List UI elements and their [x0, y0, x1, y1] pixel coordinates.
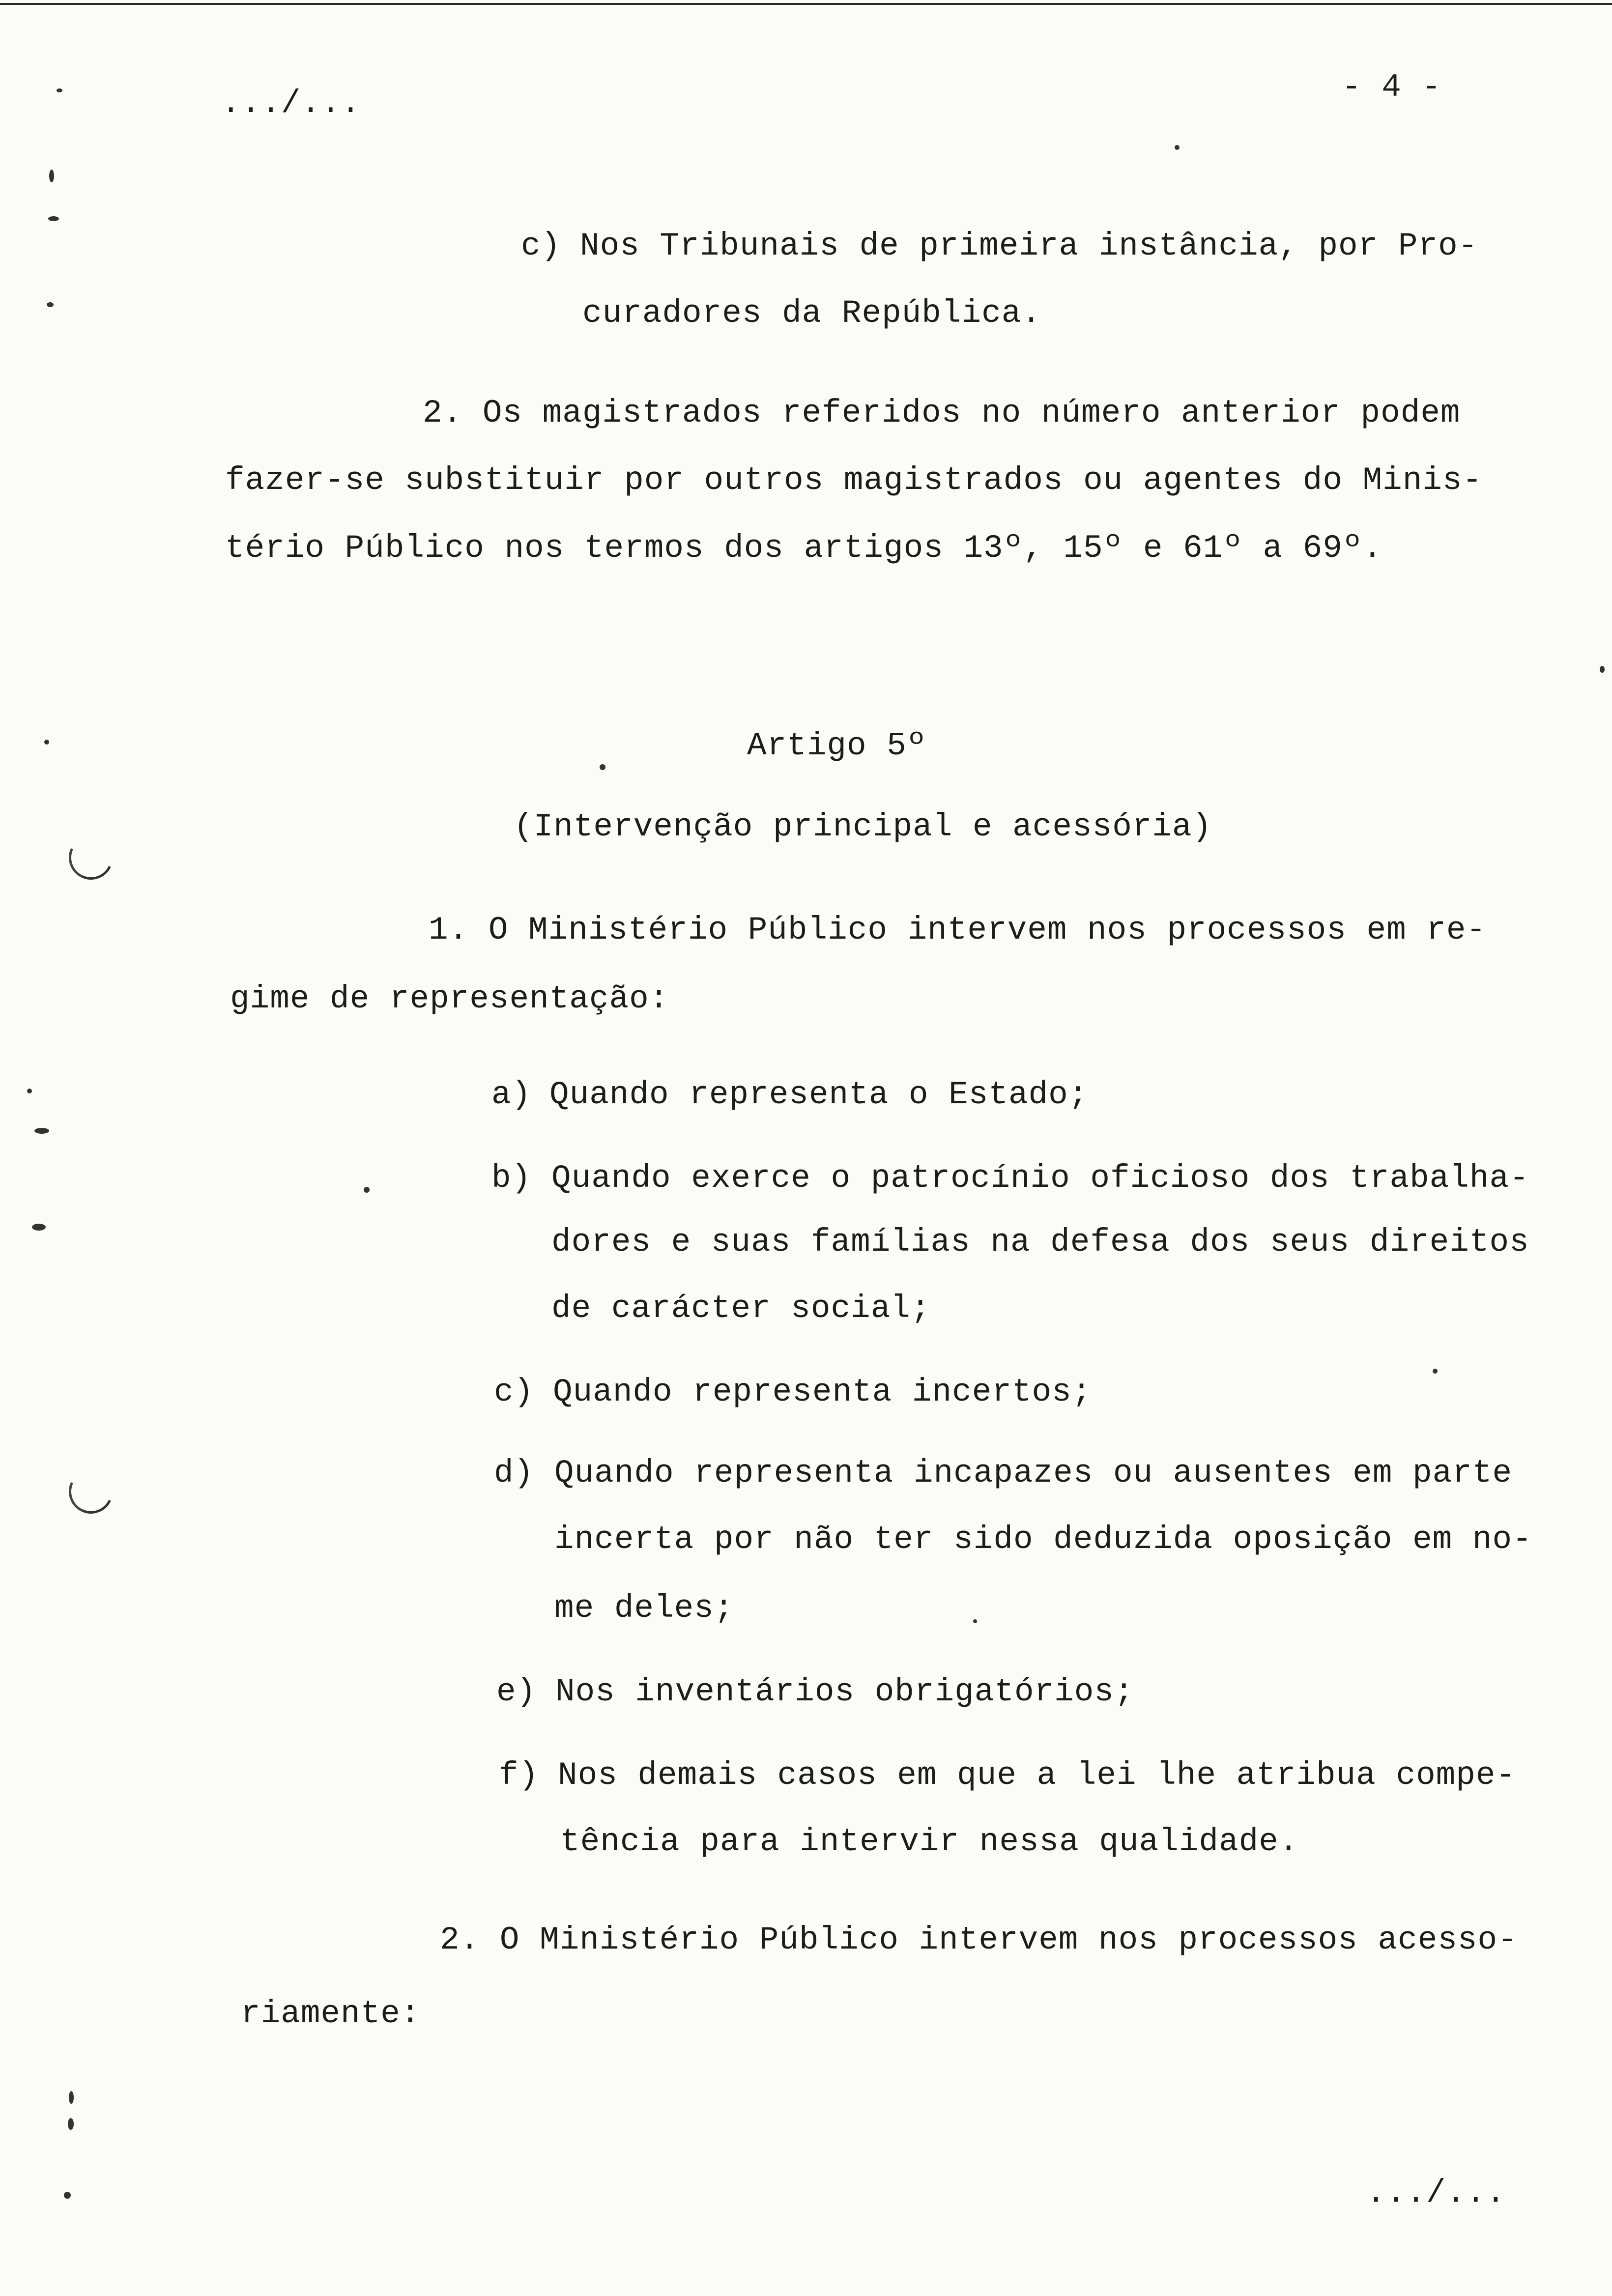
item-d-line-3: me deles; [554, 1590, 734, 1627]
scan-speck [27, 1089, 32, 1093]
scan-speck [64, 2192, 71, 2199]
scan-speck [44, 740, 49, 745]
item-a-label: a) [491, 1076, 532, 1113]
item-e-label: e) [496, 1673, 537, 1710]
scan-speck [1600, 666, 1605, 673]
paragraph-2-line-2: fazer-se substituir por outros magistrados ou agentes do Minis- [225, 462, 1483, 499]
scan-top-border [0, 3, 1612, 5]
article5-para2-line-1: 2. O Ministério Público intervem nos processos acesso- [440, 1922, 1518, 1958]
article-subtitle: (Intervenção principal e acessória) [514, 808, 1212, 845]
scan-speck [364, 1187, 370, 1193]
scan-speck [47, 302, 54, 307]
item-c-label: c) [521, 228, 561, 264]
scan-speck [1175, 145, 1180, 150]
item-b-label: b) [491, 1160, 532, 1197]
scan-speck [68, 2118, 74, 2130]
item-c-line-2: curadores da República. [582, 295, 1041, 332]
article-title: Artigo 5º [747, 727, 927, 764]
scan-speck [57, 88, 62, 92]
article5-para2-line-2: riamente: [241, 1995, 421, 2032]
item-d-label: d) [494, 1455, 534, 1492]
item-b-line-2: dores e suas famílias na defesa dos seus direitos [551, 1224, 1529, 1261]
item-a-line-1: Quando representa o Estado; [549, 1076, 1089, 1113]
item-c2-label: c) [494, 1374, 534, 1410]
scan-speck [69, 2091, 74, 2104]
scan-speck [49, 170, 54, 182]
scan-speck [48, 216, 59, 221]
paragraph-2-line-3: tério Público nos termos dos artigos 13º, 15º e 61º a 69º. [225, 530, 1383, 567]
page-number: - 4 - [1342, 69, 1442, 106]
paragraph-2-line-1: 2. Os magistrados referidos no número anterior podem [423, 395, 1461, 431]
continuation-marker-bottom: .../... [1366, 2175, 1506, 2211]
article5-para1-line-2: gime de representação: [230, 980, 669, 1017]
item-b-line-1: Quando exerce o patrocínio oficioso dos trabalha- [551, 1160, 1529, 1197]
scan-speck [32, 1224, 46, 1231]
item-b-line-3: de carácter social; [551, 1290, 931, 1327]
item-d-line-1: Quando representa incapazes ou ausentes em parte [554, 1455, 1513, 1492]
item-f-line-1: Nos demais casos em que a lei lhe atribua compe- [558, 1757, 1516, 1794]
scan-speck [973, 1619, 977, 1623]
scan-speck [34, 1128, 49, 1134]
article5-para1-line-1: 1. O Ministério Público intervem nos processos em re- [429, 912, 1487, 948]
punch-hole-mark [62, 829, 119, 886]
punch-hole-mark [62, 1463, 119, 1520]
continuation-marker-top: .../... [221, 85, 361, 122]
item-d-line-2: incerta por não ter sido deduzida oposição em no- [554, 1521, 1532, 1558]
item-e-line-1: Nos inventários obrigatórios; [555, 1673, 1134, 1710]
item-c2-line-1: Quando representa incertos; [553, 1374, 1092, 1410]
item-f-line-2: tência para intervir nessa qualidade. [560, 1823, 1299, 1860]
item-c-line-1: Nos Tribunais de primeira instância, por Pro- [580, 228, 1478, 264]
scan-speck [600, 764, 605, 770]
scan-speck [1433, 1369, 1438, 1374]
item-f-label: f) [499, 1757, 539, 1794]
